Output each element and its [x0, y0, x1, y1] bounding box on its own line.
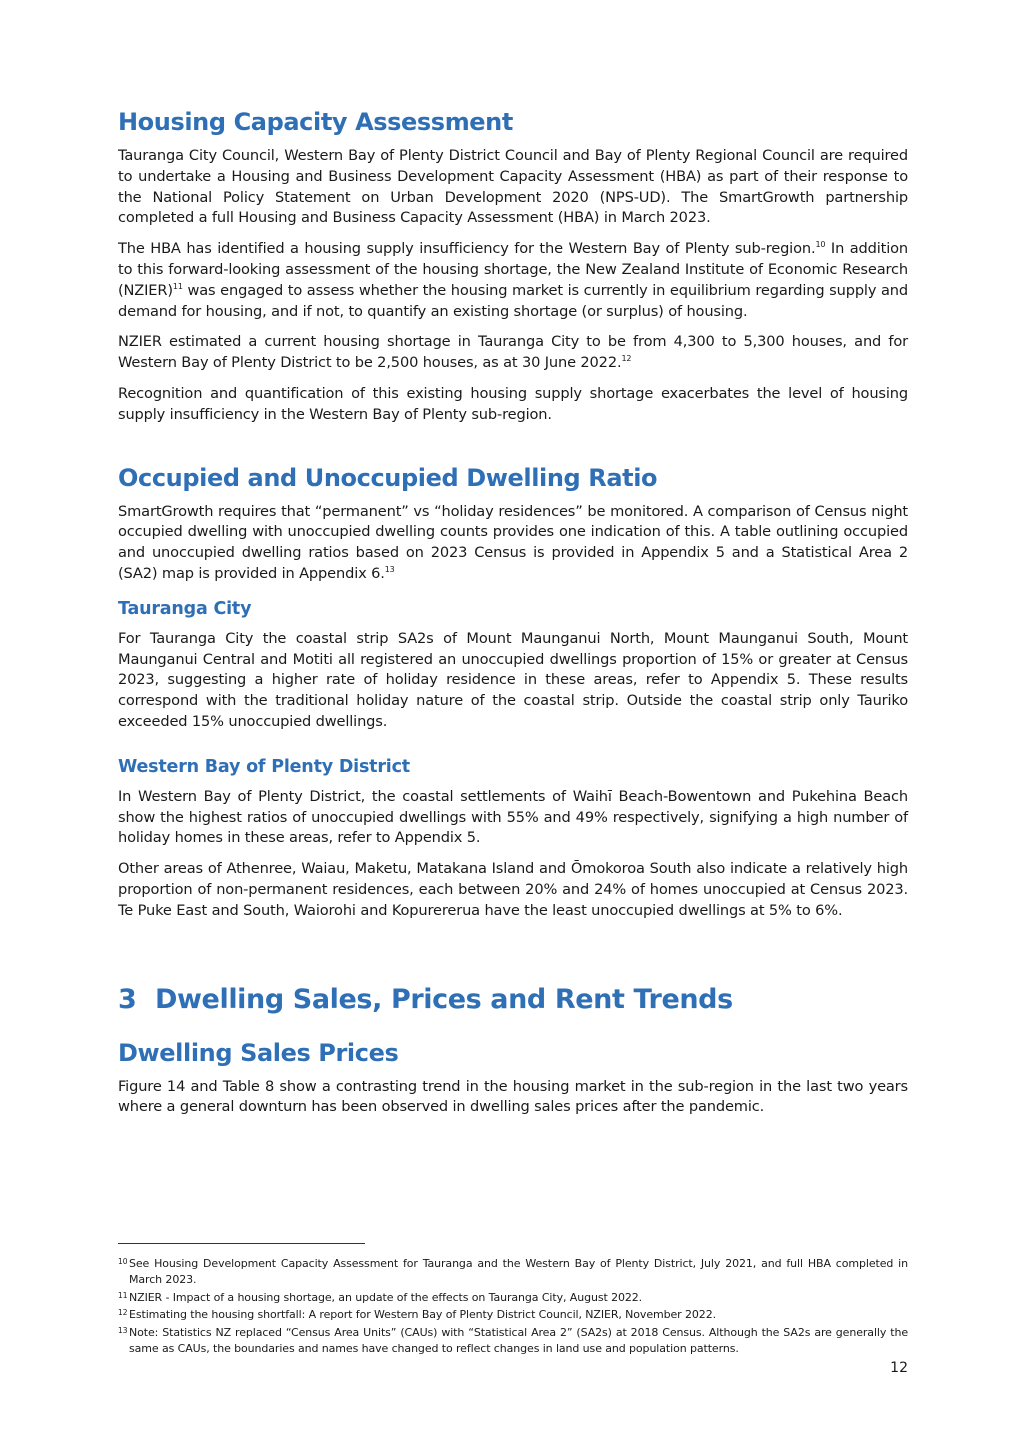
footnote-number: 13	[118, 1325, 128, 1335]
footnote-ref-12[interactable]: 12	[621, 354, 632, 364]
ratio-paragraph-1	[118, 502, 908, 585]
subheading-tauranga-city: Tauranga City	[118, 598, 252, 619]
subheading-western-bay: Western Bay of Plenty District	[118, 756, 410, 777]
section-heading-sales-prices: Dwelling Sales Prices	[118, 1038, 399, 1067]
wbop-paragraph-2: Other areas of Athenree, Waiau, Maketu, Matakana Island and Ōmokoroa South also indicate a relatively high proportion of non-permanent residences, each between 20% and 24% of homes unoccupied at Census 2023. Te Puke East and South, Waiorohi and Kopurererua have the least unoccupied dwellings at 5% to 6%.	[118, 860, 908, 919]
section-heading-dwelling-ratio: Occupied and Unoccupied Dwelling Ratio	[118, 463, 658, 492]
ratio-p1-text: SmartGrowth requires that “permanent” vs “holiday residences” be monitored. A comparison of Census night occupied dwelling with unoccupied dwelling counts provides one indication of this. A table outlining occupied and unoccupied dwelling ratios based on 2023 Census is provided in Appendix 5 and a Statistical Area 2 (SA2) map is provided in Appendix 6.	[118, 502, 908, 582]
hca-p2-text-b: In addition to this forward-looking assessment of the housing shortage, the New Zealand Institute of Economic Research (NZIER)	[118, 240, 908, 299]
page-body	[118, 108, 908, 1128]
hca-p2-text-a: The HBA has identified a housing supply insufficiency for the Western Bay of Plenty sub-region.	[118, 240, 816, 258]
hca-p2-text-c: was engaged to assess whether the housing market is currently in equilibrium regarding supply and demand for housing, and if not, to quantify an existing shortage (or surplus) of housing.	[118, 281, 908, 320]
footnote-text: See Housing Development Capacity Assessment for Tauranga and the Western Bay of Plenty District, July 2021, and full HBA completed in March 2023.	[129, 1257, 908, 1287]
footnote-number: 12	[118, 1308, 128, 1318]
footnote-number: 10	[118, 1257, 128, 1266]
chapter-number: 3	[118, 983, 137, 1015]
footnote-ref-11[interactable]: 11	[172, 281, 183, 291]
footnote-ref-13[interactable]: 13	[384, 565, 395, 575]
footnote-number: 11	[118, 1290, 128, 1300]
section-heading-housing-capacity: Housing Capacity Assessment	[118, 108, 513, 136]
page-number: 12	[890, 1360, 908, 1376]
hca-paragraph-2	[118, 239, 908, 322]
footnote-11	[118, 1290, 908, 1306]
hca-p3-text: NZIER estimated a current housing shortage in Tauranga City to be from 4,300 to 5,300 houses, and for Western Bay of Plenty District to be 2,500 houses, as at 30 June 2022.	[118, 333, 908, 372]
footnote-divider	[118, 1243, 365, 1244]
footnote-text: Note: Statistics NZ replaced “Census Area Units” (CAUs) with “Statistical Area 2” (SA2s) at 2018 Census. Although the SA2s are generally the same as CAUs, the boundaries and names have changed to reflect changes in land use and population patterns.	[129, 1325, 908, 1356]
hca-paragraph-3	[118, 332, 908, 374]
wbop-paragraph-1: In Western Bay of Plenty District, the coastal settlements of Waihī Beach-Bowentown and Pukehina Beach show the highest ratios of unoccupied dwellings with 55% and 49% respectively, signifying a high number of holiday homes in these areas, refer to Appendix 5.	[118, 787, 908, 847]
footnote-text: NZIER - Impact of a housing shortage, an update of the effects on Tauranga City, August 2022.	[129, 1290, 643, 1304]
chapter-title: Dwelling Sales, Prices and Rent Trends	[155, 983, 733, 1015]
footnote-ref-10[interactable]: 10	[815, 240, 826, 250]
footnote-text: Estimating the housing shortfall: A report for Western Bay of Plenty District Council, NZIER, November 2022.	[129, 1308, 716, 1322]
tauranga-paragraph: For Tauranga City the coastal strip SA2s of Mount Maunganui North, Mount Maunganui South, Mount Maunganui Central and Motiti all registered an unoccupied dwellings proportion of 15% or greater at Census 2023, suggesting a higher rate of holiday residence in these areas, refer to Appendix 5. These results correspond with the traditional holiday nature of the coastal strip. Outside the coastal strip only Tauriko exceeded 15% unoccupied dwellings.	[118, 629, 908, 730]
footnotes	[118, 1256, 908, 1358]
hca-paragraph-4: Recognition and quantification of this existing housing supply shortage exacerbates the level of housing supply insufficiency in the Western Bay of Plenty sub-region.	[118, 384, 908, 423]
footnote-10	[118, 1256, 908, 1289]
footnote-12	[118, 1307, 908, 1323]
hca-paragraph-1: Tauranga City Council, Western Bay of Plenty District Council and Bay of Plenty Regional Council are required to undertake a Housing and Business Development Capacity Assessment (HBA) as part of their response to the National Policy Statement on Urban Development 2020 (NPS-UD). The SmartGrowth partnership completed a full Housing and Business Capacity Assessment (HBA) in March 2023.	[118, 147, 908, 227]
footnote-13	[118, 1325, 908, 1358]
chapter-heading	[118, 984, 908, 1015]
sales-paragraph-1: Figure 14 and Table 8 show a contrasting trend in the housing market in the sub-region in the last two years where a general downturn has been observed in dwelling sales prices after the pandemic.	[118, 1077, 908, 1116]
